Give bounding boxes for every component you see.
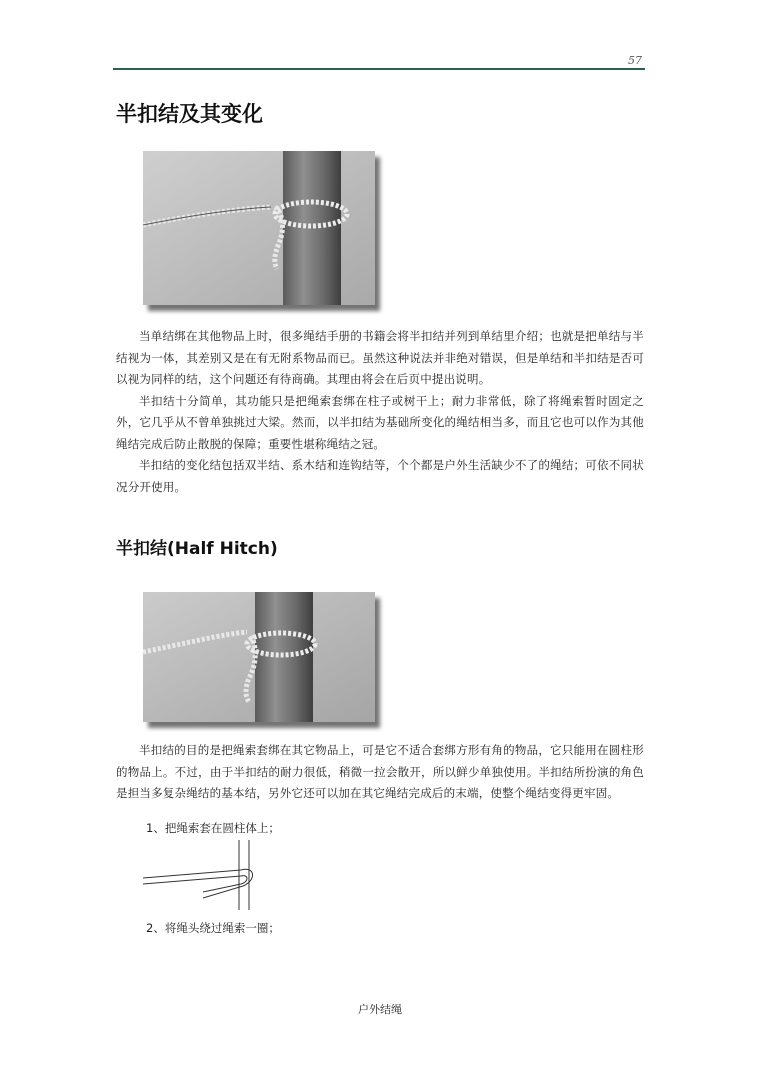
page-number: 57: [628, 54, 642, 67]
paragraph: 半扣结十分简单，其功能只是把绳索套绑在柱子或树干上；耐力非常低，除了将绳索暂时固定之外，它几乎从不曾单独挑过大梁。然而，以半扣结为基础所变化的绳结相当多，而且它也可以作为其他绳结完成后防止散脱的保障；重要性堪称绳结之冠。: [116, 393, 644, 451]
photo-half-hitch-closeup: [143, 592, 375, 722]
paragraph: 当单结绑在其他物品上时，很多绳结手册的书籍会将半扣结并列到单结里介绍；也就是把单结与半结视为一体，其差别又是在有无附系物品而已。虽然这种说法并非绝对错误，但是单结和半扣结是否可以视为同样的结，这个问题还有待商确。其理由将会在后页中提出说明。: [116, 329, 644, 386]
section-1-text: [116, 326, 644, 498]
section-heading-half-hitch: 半扣结(Half Hitch): [116, 539, 278, 559]
diagram-rope-around-pole: [143, 840, 278, 910]
header-rule: [113, 68, 645, 70]
step-2: 2、将绳头绕过绳索一圈；: [146, 921, 280, 935]
step-1: 1、把绳索套在圆柱体上；: [146, 821, 280, 835]
paragraph: 半扣结的目的是把绳索套绑在其它物品上，可是它不适合套绑方形有角的物品，它只能用在圆柱形的物品上。不过，由于半扣结的耐力很低，稍微一拉会散开，所以鲜少单独使用。半扣结所扮演的角色是担当多复杂绳结的基本结，另外它还可以加在其它绳结完成后的末端，使整个绳结变得更牢固。: [116, 743, 644, 800]
paragraph: 半扣结的变化结包括双半结、系木结和连钩结等，个个都是户外生活缺少不了的绳结；可依不同状况分开使用。: [116, 458, 644, 494]
photo-half-hitch-on-pole: [143, 151, 375, 305]
section-heading-knot-variations: 半扣结及其变化: [116, 102, 263, 126]
section-2-text: [116, 740, 644, 805]
footer-title: 户外结绳: [358, 1003, 402, 1016]
